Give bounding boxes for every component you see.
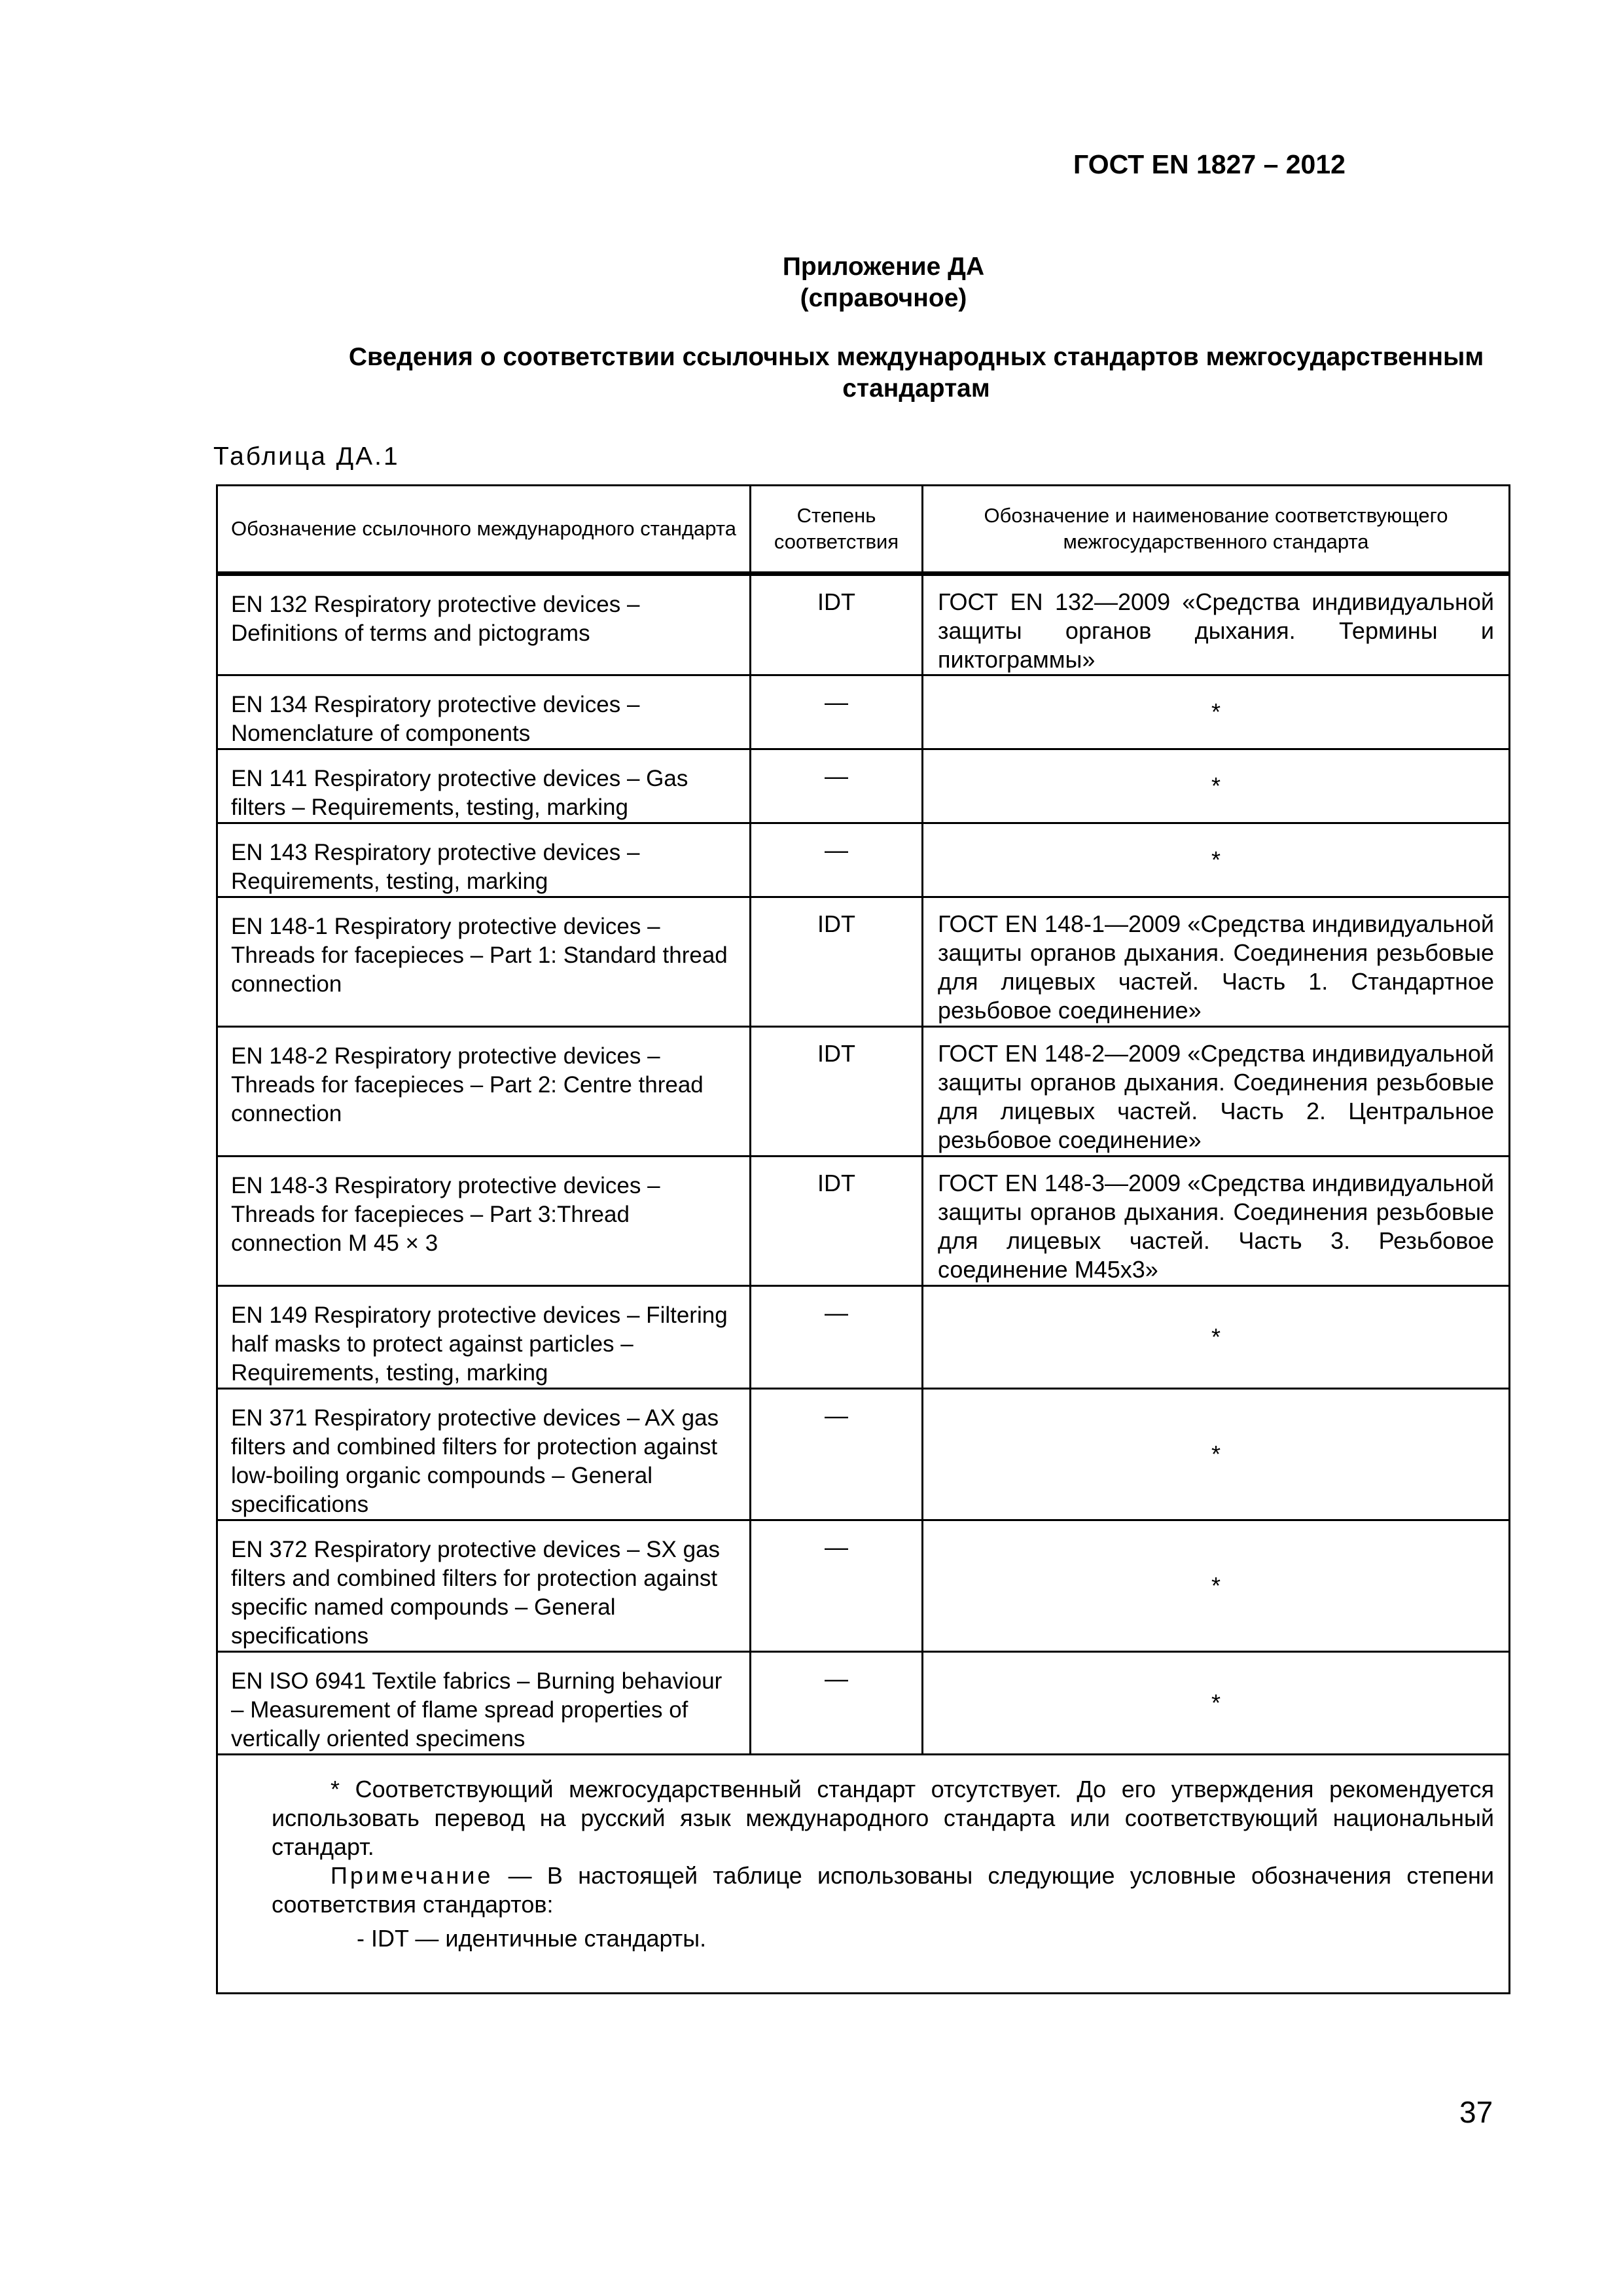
column-header-international: Обозначение ссылочного международного стандарта — [217, 486, 751, 574]
table-row — [217, 749, 1510, 823]
cell-interstate: ГОСТ EN 148-1—2009 «Средства индивидуальной защиты органов дыхания. Соединения резьбовые для лицевых частей. Часть 1. Стандартное резьбовое соединение» — [923, 897, 1510, 1027]
table-row — [217, 1520, 1510, 1652]
table-row — [217, 1389, 1510, 1520]
cell-international: EN ISO 6941 Textile fabrics – Burning behaviour – Measurement of flame spread properties of vertically oriented specimens — [217, 1652, 751, 1755]
note — [272, 1861, 1494, 1919]
cell-international: EN 148-3 Respiratory protective devices – Threads for facepieces – Part 3:Thread connection M 45 × 3 — [217, 1157, 751, 1286]
cell-international: EN 141 Respiratory protective devices – Gas filters – Requirements, testing, marking — [217, 749, 751, 823]
cell-degree: — — [751, 1652, 923, 1755]
annex-heading — [720, 251, 1047, 314]
table-row — [217, 897, 1510, 1027]
cell-international: EN 371 Respiratory protective devices – AX gas filters and combined filters for protection against low-boiling organic compounds – General specifications — [217, 1389, 751, 1520]
table-header-row — [217, 486, 1510, 574]
table-row — [217, 1027, 1510, 1157]
table-row — [217, 1652, 1510, 1755]
cell-international: EN 149 Respiratory protective devices – Filtering half masks to protect against particles – Requirements, testing, marking — [217, 1286, 751, 1389]
annex-title: Сведения о соответствии ссылочных международных стандартов межгосударственным стандартам — [348, 343, 1484, 403]
table-row — [217, 1286, 1510, 1389]
cell-interstate: * — [923, 675, 1510, 749]
cell-degree: — — [751, 823, 923, 897]
annex-type: (справочное) — [800, 284, 967, 312]
cell-degree: IDT — [751, 1157, 923, 1286]
cell-international: EN 134 Respiratory protective devices – Nomenclature of components — [217, 675, 751, 749]
cell-international: EN 372 Respiratory protective devices – SX gas filters and combined filters for protection against specific named compounds – General specifications — [217, 1520, 751, 1652]
correspondence-table — [216, 484, 1510, 1994]
document-code: ГОСТ EN 1827 – 2012 — [1073, 149, 1346, 179]
cell-interstate: ГОСТ EN 148-2—2009 «Средства индивидуальной защиты органов дыхания. Соединения резьбовые для лицевых частей. Часть 2. Центральное резьбовое соединение» — [923, 1027, 1510, 1157]
table-row — [217, 1157, 1510, 1286]
page-number: 37 — [1459, 2095, 1493, 2129]
column-header-interstate: Обозначение и наименование соответствующего межгосударственного стандарта — [923, 486, 1510, 574]
cell-degree: IDT — [751, 574, 923, 675]
cell-degree: — — [751, 1389, 923, 1520]
cell-interstate: * — [923, 1389, 1510, 1520]
cell-degree: IDT — [751, 1027, 923, 1157]
cell-degree: — — [751, 675, 923, 749]
cell-interstate: ГОСТ EN 132—2009 «Средства индивидуальной защиты органов дыхания. Термины и пиктограммы» — [923, 574, 1510, 675]
cell-interstate: * — [923, 1652, 1510, 1755]
cell-international: EN 143 Respiratory protective devices – Requirements, testing, marking — [217, 823, 751, 897]
cell-degree: — — [751, 1286, 923, 1389]
table-row — [217, 823, 1510, 897]
cell-interstate: * — [923, 1520, 1510, 1652]
footnote: * Соответствующий межгосударственный стандарт отсутствует. До его утверждения рекомендуется использовать перевод на русский язык международного стандарта или соответствующий национальный стандарт. — [272, 1776, 1494, 1860]
annex-label: Приложение ДА — [782, 253, 985, 281]
note-item-idt: - IDT — идентичные стандарты. — [357, 1925, 707, 1952]
cell-international: EN 132 Respiratory protective devices – Definitions of terms and pictograms — [217, 574, 751, 675]
table-notes — [217, 1755, 1510, 1994]
table-note-row — [217, 1755, 1510, 1994]
note-text: — В настоящей таблице использованы следующие условные обозначения степени соответствия стандартов: — [272, 1862, 1494, 1918]
cell-international: EN 148-1 Respiratory protective devices – Threads for facepieces – Part 1: Standard thread connection — [217, 897, 751, 1027]
cell-interstate: * — [923, 823, 1510, 897]
cell-degree: — — [751, 749, 923, 823]
table-row — [217, 675, 1510, 749]
cell-international: EN 148-2 Respiratory protective devices – Threads for facepieces – Part 2: Centre thread connection — [217, 1027, 751, 1157]
cell-interstate: * — [923, 1286, 1510, 1389]
column-header-degree: Степень соответствия — [751, 486, 923, 574]
cell-interstate: * — [923, 749, 1510, 823]
cell-interstate: ГОСТ EN 148-3—2009 «Средства индивидуальной защиты органов дыхания. Соединения резьбовые для лицевых частей. Часть 3. Резьбовое соединение M45x3» — [923, 1157, 1510, 1286]
note-label: Примечание — [330, 1862, 493, 1889]
table-label: Таблица ДА.1 — [213, 442, 400, 471]
cell-degree: IDT — [751, 897, 923, 1027]
table-row — [217, 574, 1510, 675]
cell-degree: — — [751, 1520, 923, 1652]
